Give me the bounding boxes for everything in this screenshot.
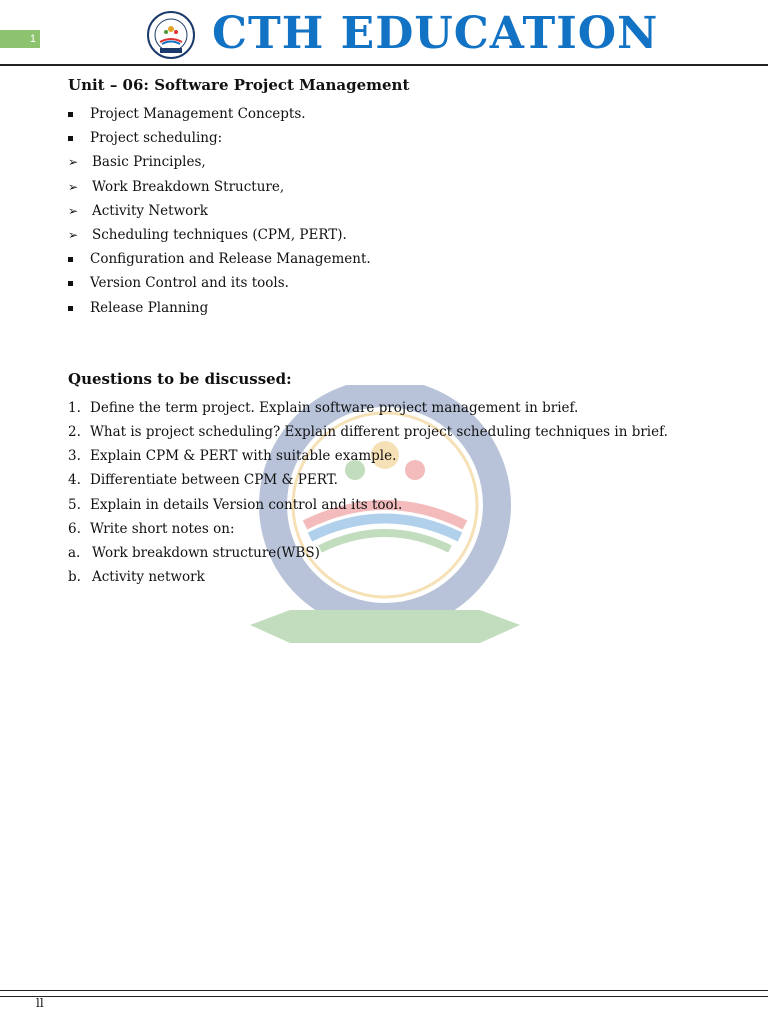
bullet-icon	[68, 112, 73, 117]
bullet-icon	[68, 136, 73, 141]
list-item: Project scheduling:	[68, 126, 708, 150]
arrow-bullet-icon: ➢	[68, 179, 79, 194]
sub-question-item: a. Work breakdown structure(WBS)	[68, 545, 320, 562]
list-item: Configuration and Release Management.	[68, 247, 708, 271]
list-item: ➢ Work Breakdown Structure,	[68, 175, 708, 199]
page-number: 1	[0, 30, 40, 48]
bullet-icon	[68, 281, 73, 286]
sub-question-item: b. Activity network	[68, 569, 205, 586]
header-divider	[0, 64, 768, 66]
bullet-icon	[68, 257, 73, 262]
list-item: ➢ Activity Network	[68, 199, 708, 223]
cth-logo-icon	[146, 10, 196, 60]
footer-divider-bottom	[0, 996, 768, 997]
brand-title: CTH EDUCATION	[212, 8, 659, 59]
unit-title: Unit – 06: Software Project Management	[68, 76, 410, 94]
list-item: ➢ Scheduling techniques (CPM, PERT).	[68, 223, 708, 247]
bullet-icon	[68, 306, 73, 311]
page-content	[68, 76, 708, 589]
question-item: 5. Explain in details Version control and its tool.	[68, 496, 403, 513]
footer-text: ll	[36, 996, 44, 1010]
list-item: ➢ Basic Principles,	[68, 150, 708, 174]
unit-topic-list-continued	[68, 247, 708, 320]
arrow-bullet-icon: ➢	[68, 203, 79, 218]
list-item: Project Management Concepts.	[68, 102, 708, 126]
list-item: Release Planning	[68, 296, 708, 320]
questions-list	[68, 396, 708, 541]
footer-divider-top	[0, 990, 768, 991]
short-notes-list	[68, 541, 708, 589]
scheduling-subtopic-list	[68, 150, 708, 247]
list-item: Version Control and its tools.	[68, 271, 708, 295]
question-item: 6. Write short notes on:	[68, 520, 235, 537]
question-item: 3. Explain CPM & PERT with suitable example.	[68, 448, 397, 465]
unit-topic-list	[68, 102, 708, 150]
arrow-bullet-icon: ➢	[68, 155, 79, 170]
question-item: 1. Define the term project. Explain software project management in brief.	[68, 399, 579, 416]
question-item: 4. Differentiate between CPM & PERT.	[68, 472, 338, 489]
questions-title: Questions to be discussed:	[68, 369, 292, 388]
question-item: 2. What is project scheduling? Explain different project scheduling techniques in brief.	[68, 424, 668, 441]
arrow-bullet-icon: ➢	[68, 228, 79, 243]
